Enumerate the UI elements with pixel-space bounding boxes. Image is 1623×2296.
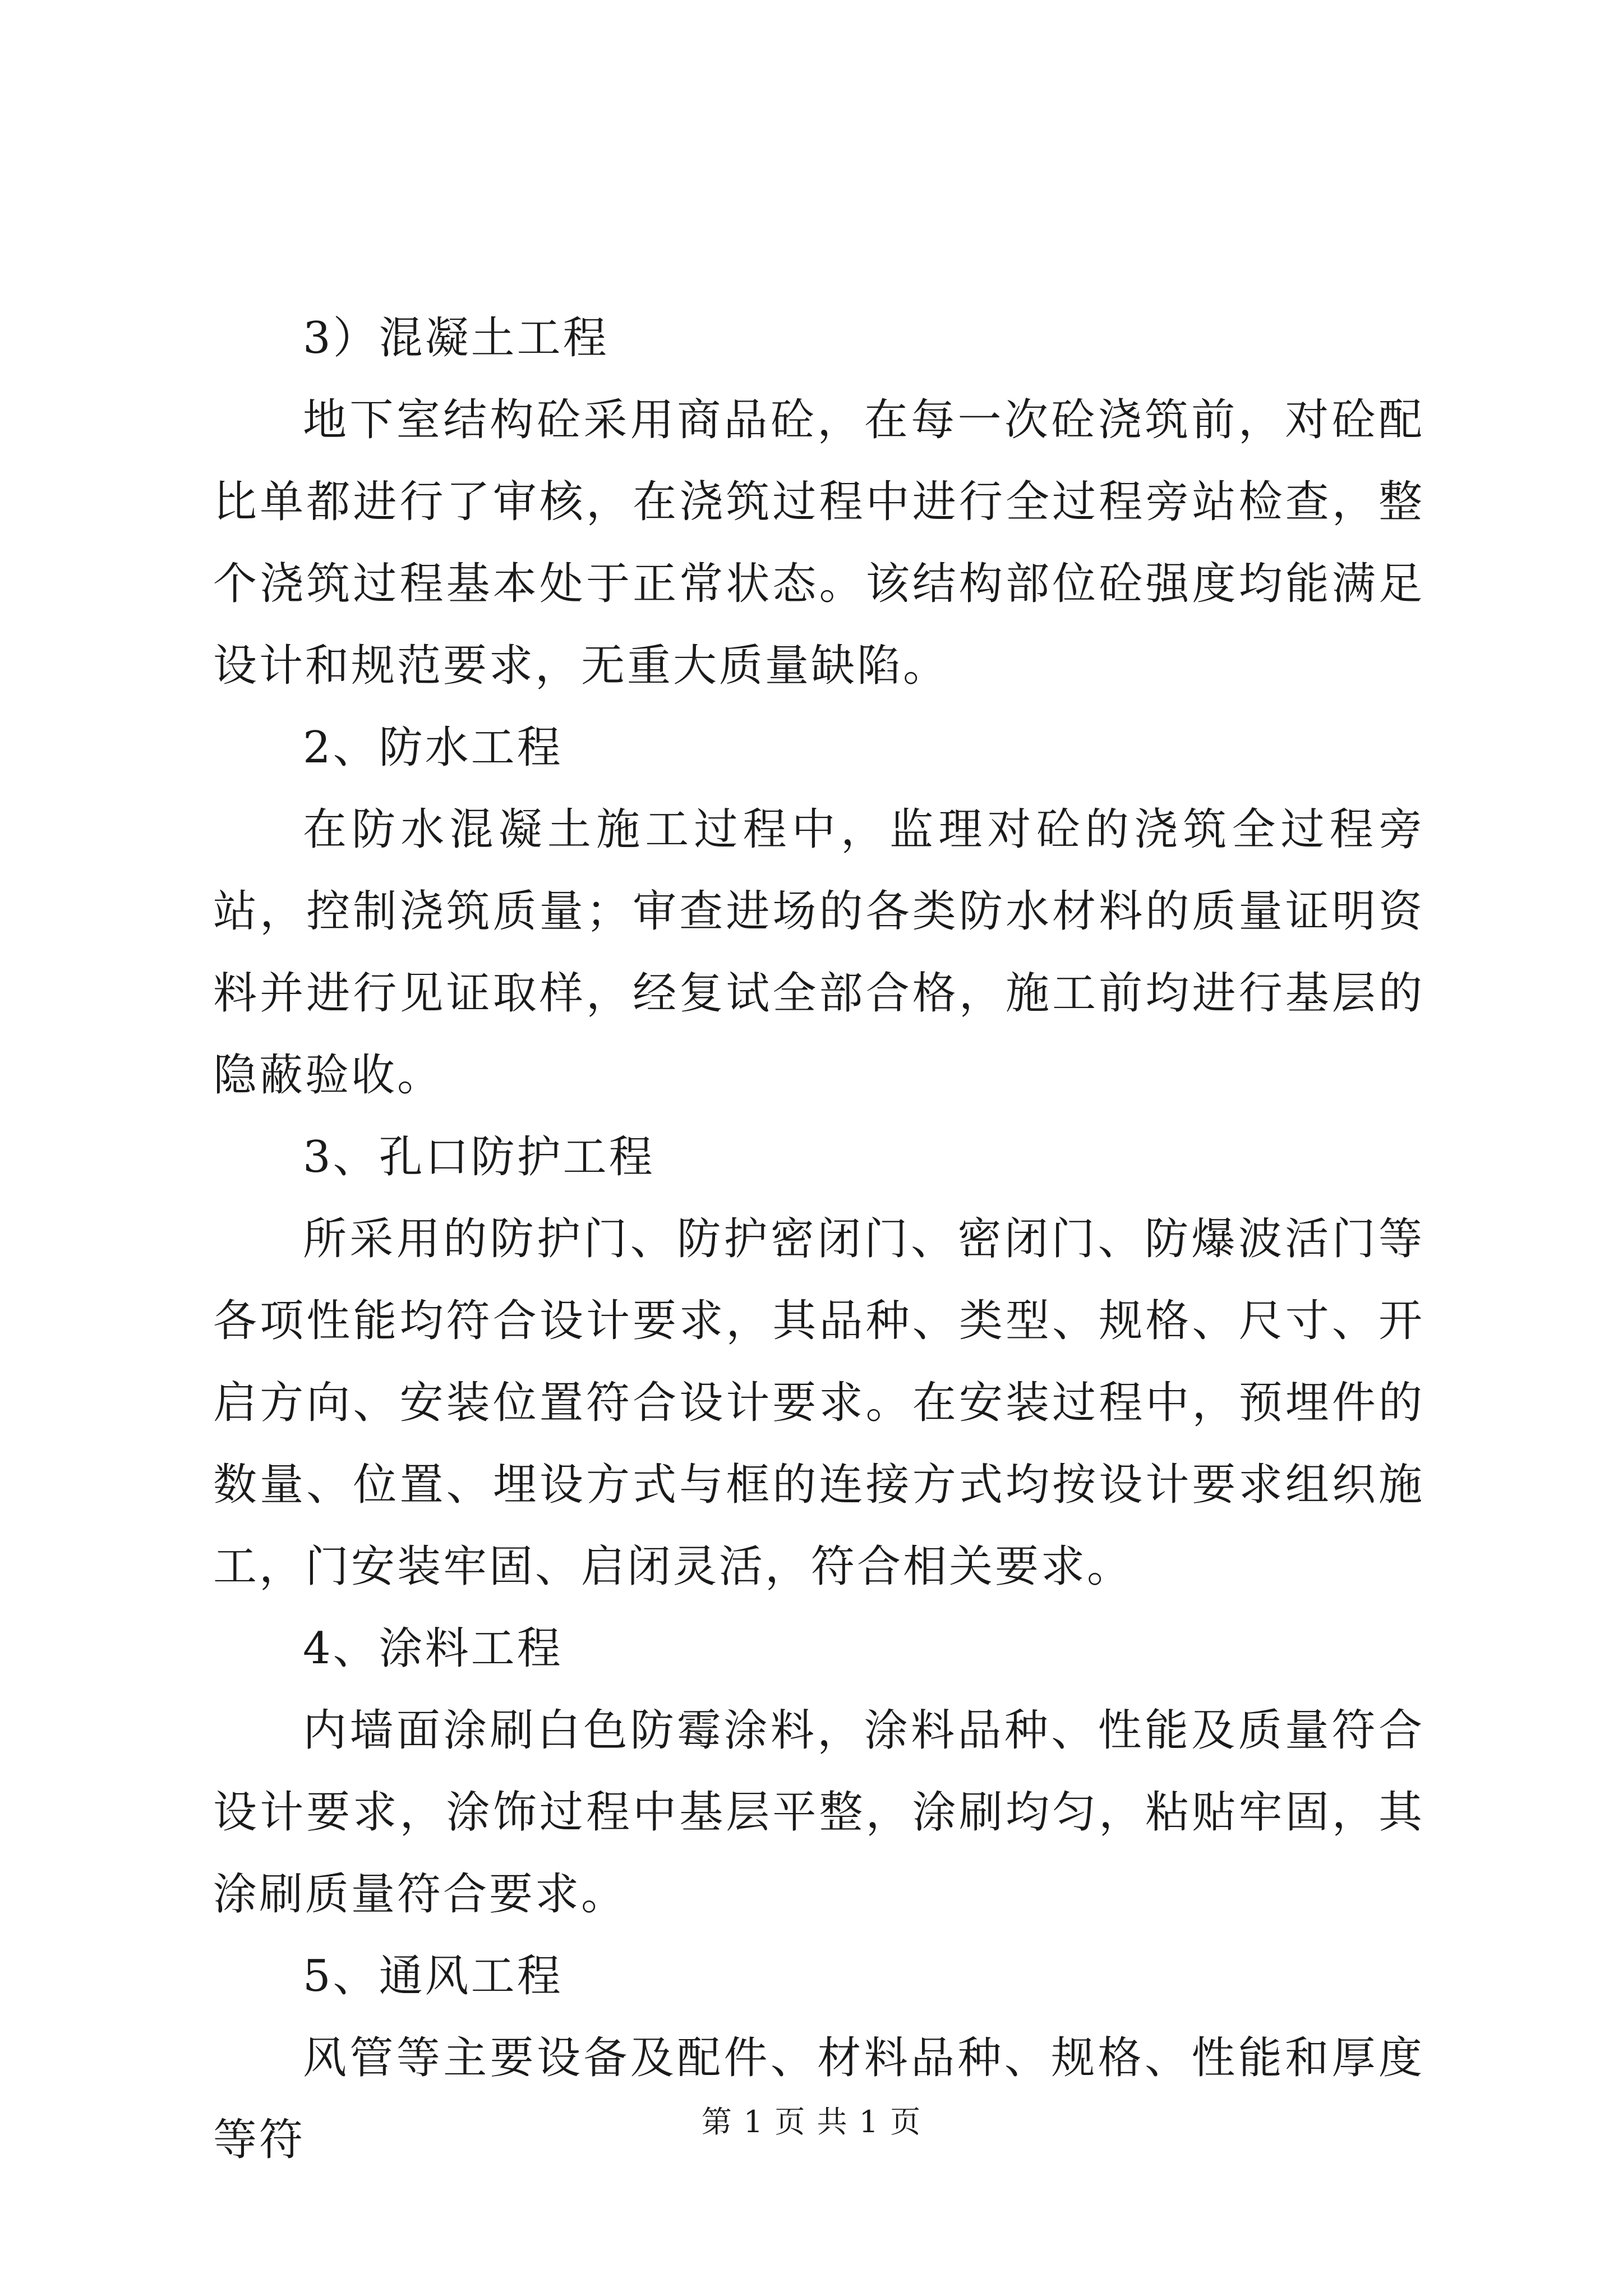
document-body — [213, 297, 1424, 2181]
section-body-waterproofing: 在防水混凝土施工过程中，监理对砼的浇筑全过程旁站，控制浇筑质量；审查进场的各类防水材料的质量证明资料并进行见证取样，经复试全部合格，施工前均进行基层的隐蔽验收。 — [213, 804, 1424, 1101]
section-body-coating: 内墙面涂刷白色防霉涂料，涂料品种、性能及质量符合设计要求，涂饰过程中基层平整，涂刷均匀，粘贴牢固，其涂刷质量符合要求。 — [213, 1705, 1424, 1920]
section-body-ventilation: 风管等主要设备及配件、材料品种、规格、性能和厚度等符 — [213, 2033, 1424, 2165]
section-body-opening-protection: 所采用的防护门、防护密闭门、密闭门、防爆波活门等各项性能均符合设计要求，其品种、类型、规格、尺寸、开启方向、安装位置符合设计要求。在安装过程中，预埋件的数量、位置、埋设方式与框的连接方式均按设计要求组织施工，门安装牢固、启闭灵活，符合相关要求。 — [213, 1214, 1424, 1592]
page-footer: 第 1 页 共 1 页 — [701, 2104, 922, 2139]
section-heading-concrete: 3）混凝土工程 — [303, 313, 609, 364]
section-heading-coating: 4、涂料工程 — [303, 1623, 563, 1674]
section-body-concrete: 地下室结构砼采用商品砼，在每一次砼浇筑前，对砼配比单都进行了审核，在浇筑过程中进行全过程旁站检查，整个浇筑过程基本处于正常状态。该结构部位砼强度均能满足设计和规范要求，无重大质量缺陷。 — [213, 395, 1424, 691]
section-heading-waterproofing: 2、防水工程 — [303, 723, 563, 773]
section-heading-opening-protection: 3、孔口防护工程 — [303, 1132, 655, 1182]
section-heading-ventilation: 5、通风工程 — [303, 1951, 563, 2001]
